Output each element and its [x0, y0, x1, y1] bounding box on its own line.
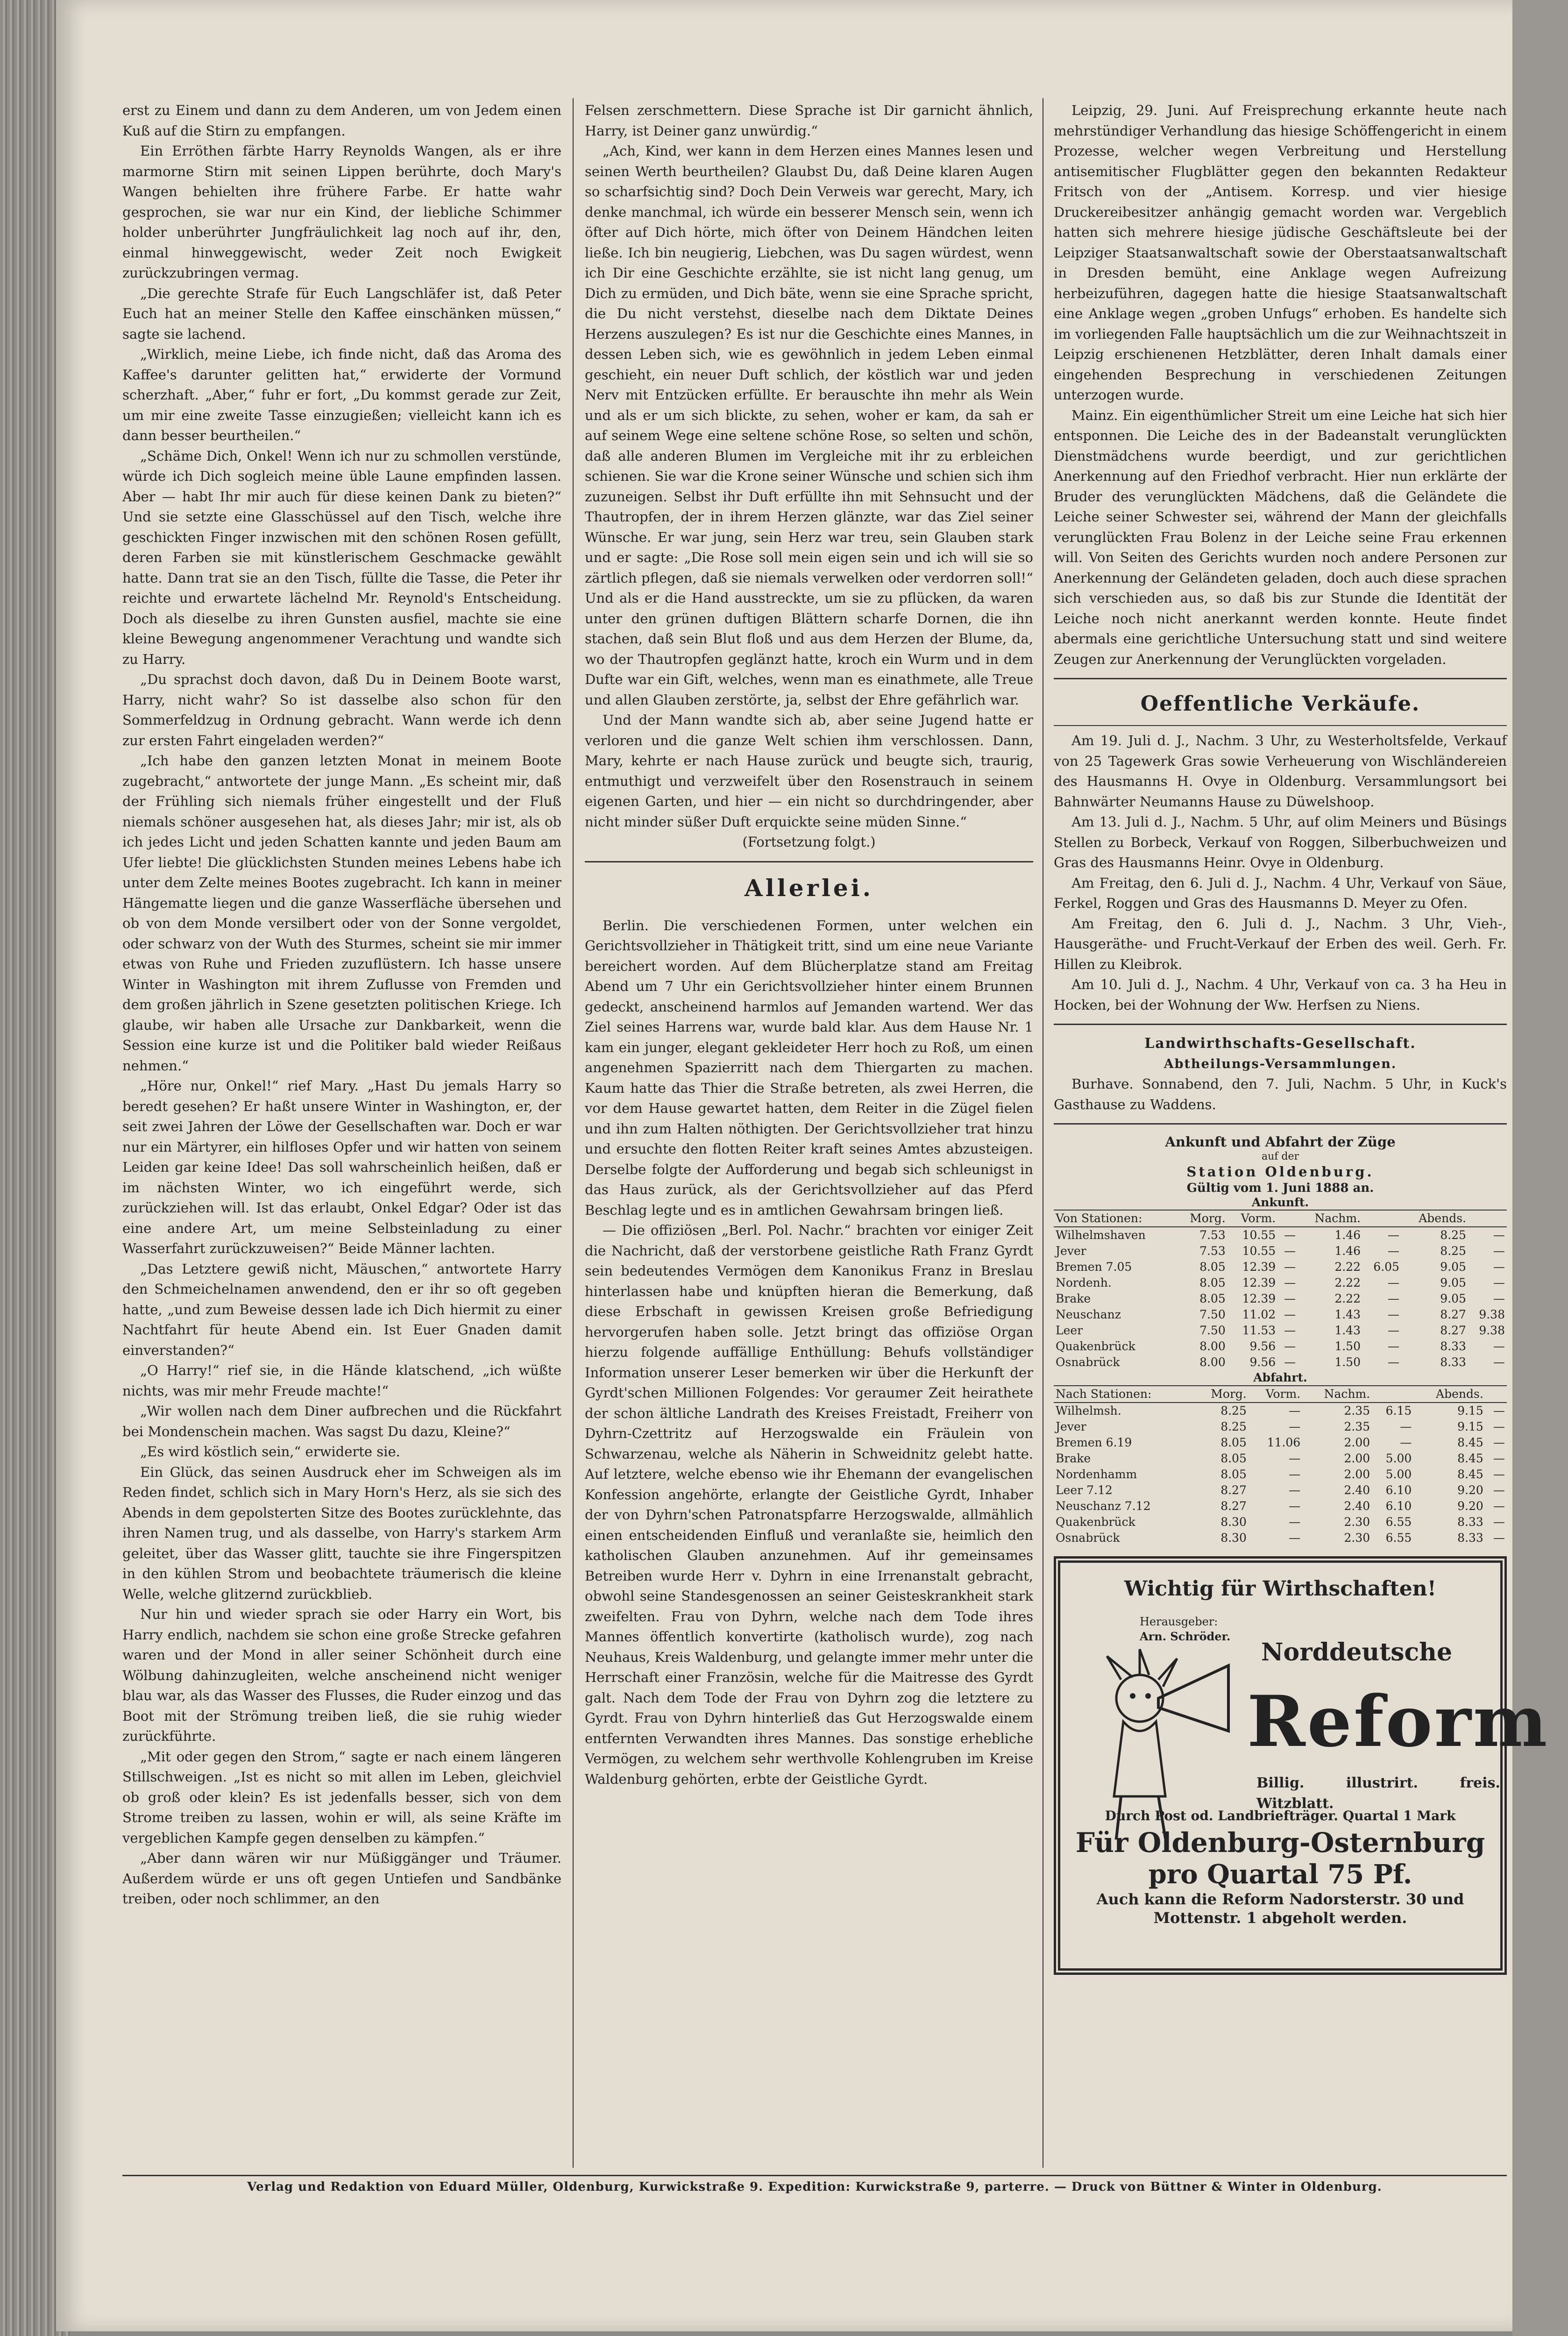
ad-tagline: Billig. illustrirt. freis. Witzblatt. [1256, 1775, 1500, 1812]
timetable-cell: 9.15 [1457, 1404, 1483, 1417]
timetable-cell: — [1493, 1244, 1505, 1258]
publisher-imprint: Verlag und Redaktion von Eduard Müller, Oldenburg, Kurwickstraße 9. Expedition: Kurwickstraße 9, parterre. — Druck von Büttner & Winter in Oldenburg. [122, 2175, 1507, 2194]
timetable-cell: — [1289, 1420, 1301, 1433]
timetable-cell: 8.00 [1199, 1355, 1226, 1369]
timetable-cell: — [1284, 1276, 1296, 1289]
timetable-row [1054, 1514, 1507, 1530]
ad-line: Für Oldenburg-Osternburg [1075, 1826, 1485, 1859]
timetable-cell: 2.35 [1344, 1420, 1370, 1433]
timetable-cell: 11.02 [1242, 1308, 1276, 1321]
timetable-cell: — [1493, 1483, 1505, 1497]
timetable-cell: 2.00 [1344, 1452, 1370, 1465]
ad-editor [1140, 1614, 1230, 1644]
timetable-cell: 9.38 [1479, 1308, 1505, 1321]
story-paragraph: Felsen zerschmettern. Diese Sprache ist Dir garnicht ähnlich, Harry, ist Deiner ganz unwürdig.“ [585, 102, 1033, 139]
timetable-cell: 1.43 [1334, 1324, 1361, 1337]
timetable-cell: Leer [1056, 1324, 1083, 1337]
ad-subscription-info [1060, 1806, 1500, 1927]
timetable-title: Ankunft und Abfahrt der Züge [1165, 1134, 1396, 1150]
section-divider [1054, 1123, 1507, 1125]
timetable-cell: — [1493, 1292, 1505, 1305]
sale-notice: Am 13. Juli d. J., Nachm. 5 Uhr, auf olim Meiners und Büsings Stellen zu Borbeck, Verkauf von Roggen, Silberbuchweizen und Gras des Hausmanns Heinr. Ovye in Oldenburg. [1054, 814, 1507, 870]
timetable-cell: Neuschanz 7.12 [1056, 1499, 1151, 1513]
timetable-cell: 8.30 [1220, 1531, 1247, 1545]
timetable-cell: 6.05 [1373, 1260, 1399, 1274]
scanner-background [1512, 0, 1568, 2336]
timetable-cell: — [1387, 1308, 1399, 1321]
timetable-cell: 1.46 [1334, 1228, 1361, 1242]
section-title-allerlei: Allerlei. [744, 874, 874, 902]
table-header-cell: Vorm. [1249, 1386, 1302, 1403]
story-paragraph: „Ich habe den ganzen letzten Monat in meinem Boote zugebracht,“ antwortete der junge Mann. „Es scheint mir, daß der Frühling sich niemals früher eingestellt und der Fluß niemals schöner ausgesehen hat, als dieses Jahr; mir ist, als ob ich jedes Licht und jeden Schatten kannte und jeden Baum am Ufer liebte! Die glücklichsten Stunden meines Lebens habe ich unter dem Zelte meines Bootes zugebracht. Ich kann in meiner Hängematte liegen und die ganze Wasserfläche übersehen und ob von dem Monde versilbert oder von der Sonne vergoldet, oder schwarz von der Wuth des Sturmes, scheint sie mir immer etwas von Ruhe und Frieden zuzuflüstern. Ich hasse unsere Winter in Washington mit ihrem Zuflusse von Fremden und dem großen jährlich in Szene gesetzten politischen Kriege. Ich glaube, wir haben alle Ursache zur Dankbarkeit, wenn die Session eine kurze ist und die Politiker bald wieder Reißaus nehmen.“ [122, 753, 561, 1074]
timetable-cell: 8.45 [1457, 1436, 1483, 1449]
story-paragraph: „Mit oder gegen den Strom,“ sagte er nach einem längeren Stillschweigen. „Ist es nicht so mit allen im Leben, gleichviel ob groß oder klein? Es ist jedenfalls besser, sich von dem Strome treiben zu lassen, wohin er will, als seine Kräfte im vergeblichen Kampfe gegen denselben zu kämpfen.“ [122, 1748, 561, 1846]
timetable-cell: — [1284, 1228, 1296, 1242]
timetable-cell: 1.43 [1334, 1308, 1361, 1321]
story-paragraph: „Aber dann wären wir nur Müßiggänger und Träumer. Außerdem würde er uns oft gegen Untiefen und Sandbänke treiben, oder noch schlimmer, an den [122, 1850, 561, 1907]
timetable-cell: 5.00 [1385, 1467, 1412, 1481]
story-paragraph: „O Harry!“ rief sie, in die Hände klatschend, „ich wüßte nichts, was mir mehr Freude machte!“ [122, 1362, 561, 1399]
timetable-cell: — [1400, 1436, 1412, 1449]
timetable-cell: — [1284, 1260, 1296, 1274]
timetable-row [1054, 1435, 1507, 1451]
timetable-cell: Jever [1056, 1244, 1086, 1258]
timetable-cell: — [1493, 1276, 1505, 1289]
timetable-cell: Osnabrück [1056, 1355, 1120, 1369]
timetable-row [1054, 1482, 1507, 1498]
timetable-cell: 7.53 [1199, 1244, 1226, 1258]
timetable-cell: 7.50 [1199, 1324, 1226, 1337]
departure-table [1054, 1385, 1507, 1546]
timetable-cell: 6.55 [1385, 1531, 1412, 1545]
timetable-cell: 8.00 [1199, 1339, 1226, 1353]
timetable-cell: — [1493, 1515, 1505, 1529]
timetable-cell: — [1493, 1420, 1505, 1433]
timetable-cell: — [1284, 1355, 1296, 1369]
table-header-row [1054, 1210, 1507, 1227]
timetable-cell: — [1493, 1531, 1505, 1545]
timetable-cell: 9.20 [1457, 1499, 1483, 1513]
timetable-cell: 2.35 [1344, 1404, 1370, 1417]
timetable-cell: — [1284, 1324, 1296, 1337]
timetable-cell: Brake [1056, 1452, 1091, 1465]
ad-line: Durch Post od. Landbriefträger. Quartal 1 Mark [1105, 1808, 1456, 1823]
story-paragraph: Nur hin und wieder sprach sie oder Harry ein Wort, bis Harry endlich, nachdem sie schon eine große Strecke gefahren waren und der Mond in aller seiner Schönheit durch eine Wölbung dahinzugleiten, welche anscheinend nicht weniger blau war, als das Wasser des Flusses, die Ruder einzog und das Boot mit der Strömung treiben ließ, die sie ruhig wieder zurückführte. [122, 1606, 561, 1744]
story-paragraph: „Wirklich, meine Liebe, ich finde nicht, daß das Aroma des Kaffee's darunter gelitten hat,“ erwiderte der Vormund scherzhaft. „Aber,“ fuhr er fort, „Du kommst gerade zur Zeit, um mir eine zweite Tasse einzugießen; vielleicht kann ich es dann besser beurtheilen.“ [122, 346, 561, 443]
timetable-row [1054, 1419, 1507, 1435]
reform-advertisement [1054, 1556, 1549, 1975]
timetable-cell: 6.10 [1385, 1499, 1412, 1513]
timetable-cell: 9.38 [1479, 1324, 1505, 1337]
table-header-cell: Nachm. [1298, 1210, 1362, 1227]
timetable-cell: 9.56 [1249, 1339, 1276, 1353]
column-3 [1054, 100, 1549, 1975]
timetable-cell: 12.39 [1242, 1276, 1276, 1289]
timetable-cell: — [1493, 1467, 1505, 1481]
timetable-cell: 8.25 [1220, 1404, 1247, 1417]
timetable-valid: Gültig vom 1. Juni 1888 an. [1186, 1181, 1374, 1195]
timetable-cell: 8.45 [1457, 1467, 1483, 1481]
timetable-cell: — [1387, 1292, 1399, 1305]
ad-line: Auch kann die Reform Nadorsterstr. 30 und Mottenstr. 1 abgeholt werden. [1096, 1890, 1464, 1927]
timetable-cell: 11.06 [1267, 1436, 1301, 1449]
timetable-cell: 8.25 [1440, 1228, 1466, 1242]
timetable-cell: 9.05 [1440, 1276, 1466, 1289]
timetable-cell: Quakenbrück [1056, 1339, 1135, 1353]
timetable-cell: — [1289, 1404, 1301, 1417]
timetable-cell: 12.39 [1242, 1292, 1276, 1305]
society-title: Landwirthschafts-Gesellschaft. [1144, 1035, 1416, 1052]
timetable-row [1054, 1339, 1507, 1354]
column-2 [585, 100, 1033, 1789]
society-subtitle: Abtheilungs-Versammlungen. [1164, 1056, 1397, 1071]
timetable-row [1054, 1467, 1507, 1482]
society-notice: Burhave. Sonnabend, den 7. Juli, Nachm. 5 Uhr, in Kuck's Gasthause zu Waddens. [1054, 1076, 1507, 1112]
timetable-cell: 8.27 [1440, 1308, 1466, 1321]
ad-title: Wichtig für Wirthschaften! [1124, 1577, 1437, 1601]
section-divider [1054, 1024, 1507, 1025]
timetable-cell: 8.05 [1220, 1467, 1247, 1481]
timetable-cell: 5.00 [1385, 1452, 1412, 1465]
timetable-cell: — [1289, 1515, 1301, 1529]
timetable-cell: 8.45 [1457, 1452, 1483, 1465]
sale-notice: Am 10. Juli d. J., Nachm. 4 Uhr, Verkauf von ca. 3 ha Heu in Hocken, bei der Wohnung der Ww. Herfsen zu Niens. [1054, 976, 1507, 1013]
timetable-cell: 10.55 [1242, 1228, 1276, 1242]
timetable-cell: — [1289, 1483, 1301, 1497]
story-paragraph: „Wir wollen nach dem Diner aufbrechen und die Rückfahrt bei Mondenschein machen. Was sagst Du dazu, Kleine?“ [122, 1403, 561, 1439]
timetable-row [1054, 1307, 1507, 1323]
story-paragraph: „Höre nur, Onkel!“ rief Mary. „Hast Du jemals Harry so beredt gesehen? Er haßt unsere Winter in Washington, er, der seit zwei Jahren der Löwe der Gesellschaften war. Doch er war nur ein Märtyrer, ein hilfloses Opfer und wir hatten von seinem Leiden gar keine Idee! Das soll wahrscheinlich heißen, daß er im nächsten Winter, wo ich eingeführt werde, sich zurückziehen will. Ist das erlaubt, Onkel Edgar? Oder ist das eine andere Art, um meine Selbsteinladung zu einer Wasserfahrt zurückzuweisen?“ Beide Männer lachten. [122, 1078, 561, 1256]
timetable-sub: auf der [1261, 1151, 1299, 1162]
story-paragraph: „Schäme Dich, Onkel! Wenn ich nur zu schmollen verstünde, würde ich Dich sogleich meine üble Laune empfinden lassen. Aber — habt Ihr mir auch für diese keinen Dank zu bieten?“ Und sie setzte eine Glasschüssel auf den Tisch, welche ihre geschickten Finger inzwischen mit den schönen Rosen gefüllt, deren Farben sie mit künstlerischem Geschmacke gewählt hatte. Dann trat sie an den Tisch, füllte die Tasse, die Peter ihr reichte und erwartete lächelnd Mr. Reynold's Entscheidung. Doch als dieselbe zu ihren Gunsten ausfiel, machte sie eine kleine Bewegung angenommener Verachtung und wandte sich zu Harry. [122, 448, 561, 667]
timetable-cell: 9.05 [1440, 1260, 1466, 1274]
train-timetable [1054, 1133, 1507, 1546]
timetable-cell: Neuschanz [1056, 1308, 1121, 1321]
timetable-cell: 2.22 [1334, 1260, 1361, 1274]
sale-notice: Am Freitag, den 6. Juli d. J., Nachm. 3 Uhr, Vieh-, Hausgeräthe- und Frucht-Verkauf der Erben des weil. Gerh. Fr. Hillen zu Kleibrok. [1054, 915, 1507, 972]
timetable-cell: 8.25 [1220, 1420, 1247, 1433]
timetable-cell: — [1493, 1499, 1505, 1513]
timetable-cell: 6.10 [1385, 1483, 1412, 1497]
timetable-row [1054, 1291, 1507, 1307]
timetable-cell: 6.55 [1385, 1515, 1412, 1529]
arrival-rows [1054, 1227, 1507, 1370]
departure-label: Abfahrt. [1253, 1371, 1307, 1384]
timetable-cell: — [1289, 1467, 1301, 1481]
timetable-cell: 8.33 [1440, 1339, 1466, 1353]
timetable-cell: 12.39 [1242, 1260, 1276, 1274]
timetable-cell: 11.53 [1242, 1324, 1276, 1337]
ad-reform-logo: Reform [1247, 1681, 1549, 1763]
timetable-cell: 8.27 [1220, 1499, 1247, 1513]
ad-editor-name: Arn. Schröder. [1140, 1630, 1231, 1643]
ad-line: pro Quartal 75 Pf. [1148, 1859, 1412, 1890]
timetable-cell: 7.50 [1199, 1308, 1226, 1321]
timetable-cell: Nordenhamm [1056, 1467, 1137, 1481]
timetable-cell: 2.40 [1344, 1483, 1370, 1497]
timetable-cell: 9.56 [1249, 1355, 1276, 1369]
section-divider [1054, 678, 1507, 679]
sale-notice: Am 19. Juli d. J., Nachm. 3 Uhr, zu Westerholtsfelde, Verkauf von 25 Tagewerk Gras sowie Verheuerung von Wischländereien des Hausmanns H. Ovye in Oldenburg. Versammlungsort bei Bahnwärter Neumanns Hause zu Düwelshoop. [1054, 733, 1507, 810]
timetable-cell: Bremen 6.19 [1056, 1436, 1132, 1449]
timetable-cell: 2.00 [1344, 1467, 1370, 1481]
story-paragraph: Ein Erröthen färbte Harry Reynolds Wangen, als er ihre marmorne Stirn mit seinen Lippen berührte, doch Mary's Wangen behielten ihre frühere Farbe. Er hatte wahr gesprochen, sie war nur ein Kind, der liebliche Schimmer holder unberührter Jungfräulichkeit lag noch auf ihr, den, einmal hinweggewischt, weder Zeit noch Ewigkeit zurückzubringen vermag. [122, 143, 561, 281]
news-paragraph: — Die offiziösen „Berl. Pol. Nachr.“ brachten vor einiger Zeit die Nachricht, daß der verstorbene geistliche Rath Franz Gyrdt sein bedeutendes Vermögen dem Kanonikus Franz in Breslau hinterlassen habe und knüpften hieran die Bemerkung, daß diese Erbschaft in gewissen Kreisen große Befriedigung hervorgerufen haben solle. Jetzt bringt das offiziöse Organ hierzu folgende auffällige Enthüllung: Behufs vollständiger Information unserer Leser bemerken wir über die Herkunft der Gyrdt'schen Millionen Folgendes: Vor geraumer Zeit heirathete der schon ältliche Landrath des Kreises Freistadt, Freiherr von Dyhrn-Czettritz auf Herzogswalde ein Fräulein von Schwarzenau, welche als Näherin in Schweidnitz gelebt hatte. Auf letztere, welche ebenso wie ihr Ehemann der evangelischen Konfession angehörte, erlangte der Geistliche Gyrdt, Inhaber der von Dyhrn'schen Patronatspfarre Herzogswalde, allmählich einen entscheidenden Einfluß und veranlaßte sie, heimlich den katholischen Glauben anzunehmen. Auf ihr gemeinsames Betreiben wurde Herr v. Dyhrn in eine Irrenanstalt gebracht, obwohl seine Standesgenossen an seiner Geisteskrankheit stark zweifelten. Frau von Dyhrn, welche nach dem Tode ihres Mannes öffentlich konvertirte (katholisch wurde), zog nach Neuhaus, Kreis Waldenburg, und gelangte immer mehr unter die Herrschaft einer Französin, welche für die Maitresse des Gyrdt galt. Nach dem Tode der Frau von Dyhrn zog die letztere zu Gyrdt. Frau von Dyhrn hinterließ das Gut Herzogswalde einem entfernten Verwandten ihres Mannes. Das sonstige erhebliche Vermögen, zu welchem sehr werthvolle Kohlengruben im Kreise Waldenburg gehörten, erbte der Geistliche Gyrdt. [585, 1222, 1033, 1787]
section-divider [585, 861, 1033, 862]
arrival-table [1054, 1210, 1507, 1370]
timetable-cell: 2.00 [1344, 1436, 1370, 1449]
story-paragraph: Und der Mann wandte sich ab, aber seine Jugend hatte er verloren und die ganze Welt schien ihm verschlossen. Dann, Mary, kehrte er nach Hause zurück und beugte sich, traurig, entmuthigt und verzweifelt über den Rosenstrauch in seinem eigenen Garten, und hier — ein nicht so durchdringender, aber nicht minder süßer Duft erquickte seine müden Sinne.“ [585, 712, 1033, 830]
table-header-cell: Nachm. [1302, 1386, 1372, 1403]
timetable-cell: — [1493, 1436, 1505, 1449]
table-header-cell: Morg. [1176, 1210, 1227, 1227]
timetable-cell: Brake [1056, 1292, 1091, 1305]
story-paragraph: „Ach, Kind, wer kann in dem Herzen eines Mannes lesen und seinen Werth beurtheilen? Glaubst Du, daß Deine klaren Augen so scharfsichtig sind? Doch Dein Verweis war gerecht, Mary, ich denke manchmal, ich würde ein besserer Mensch sein, wenn ich öfter auf Dich hörte, mich öfter von Deinem Händchen leiten ließe. Ich bin neugierig, Liebchen, was Du sagen würdest, wenn ich Dir eine Geschichte erzählte, sie ist nicht lang genug, um Dich zu ermüden, und Dich bäte, wenn sie eine Sprache spricht, die Du nicht verstehst, dieselbe nach dem Diktate Deines Herzens auszulegen? Es ist nur die Geschichte eines Mannes, in dessen Leben sich, wie es gewöhnlich in jedem Leben einmal geschieht, ein neuer Duft schlich, der köstlich war und jeden Nerv mit Entzücken erfüllte. Er berauschte ihn mehr als Wein und als er um sich blickte, zu sehen, woher er kam, da sah er auf seinem Wege eine seltene schöne Rose, so selten und schön, daß alle anderen Blumen im Vergleiche mit ihr zu erbleichen schienen. Sie war die Krone seiner Wünsche und schien sich ihm zuzuneigen. Selbst ihr Duft erfüllte ihn mit Sehnsucht und der Thautropfen, der in ihrem Herzen glänzte, war das Ziel seiner Wünsche. Er war jung, sein Herz war treu, sein Glauben stark und er sagte: „Die Rose soll mein eigen sein und ich will sie so zärtlich pflegen, daß sie niemals verwelken oder verdorren soll!“ Und als er die Hand ausstreckte, um sie zu pflücken, da waren unter den grünen duftigen Blättern scharfe Dornen, die ihn stachen, daß sein Blut floß und aus dem Herzen der Blume, da, wo der Thautropfen geglänzt hatte, kroch ein Wurm und in dem Dufte war ein Gift, welches, wenn man es einathmete, alle Treue und allen Glauben zerstörte, ja, selbst der Ehre gefährlich war. [585, 143, 1033, 708]
continued-note: (Fortsetzung folgt.) [742, 834, 876, 850]
timetable-cell: 2.30 [1344, 1515, 1370, 1529]
timetable-row [1054, 1275, 1507, 1291]
timetable-cell: 9.20 [1457, 1483, 1483, 1497]
timetable-cell: Bremen 7.05 [1056, 1260, 1132, 1274]
timetable-cell: — [1284, 1339, 1296, 1353]
news-paragraph: Berlin. Die verschiedenen Formen, unter welchen ein Gerichtsvollzieher in Thätigkeit tritt, sind um eine neue Variante bereichert worden. Auf dem Blücherplatze stand am Freitag Abend um 7 Uhr ein Gerichtsvollzieher hinter einem Brunnen gedeckt, anscheinend harmlos auf Jemanden wartend. Wer das Ziel seines Harrens war, wurde bald klar. Aus dem Hause Nr. 1 kam ein junger, elegant gekleideter Herr hoch zu Roß, um einen angenehmen Spazierritt nach dem Thiergarten zu machen. Kaum hatte das Thier die Straße betreten, als zwei Herren, die vor dem Hause gewartet hatten, dem Reiter in die Zügel fielen und ihn zum Halten nöthigten. Der Gerichtsvollzieher trat hinzu und ersuchte den flotten Reiter kraft seines Amtes abzusteigen. Derselbe folgte der Aufforderung und begab sich schleunigst in das Haus zurück, als der Gerichtsvollzieher auf das Pferd Beschlag legte und es in amtlichen Gewahrsam bringen ließ. [585, 917, 1033, 1218]
timetable-cell: — [1387, 1228, 1399, 1242]
timetable-cell: — [1284, 1292, 1296, 1305]
timetable-cell: — [1387, 1339, 1399, 1353]
timetable-cell: Wilhelmshaven [1056, 1228, 1146, 1242]
timetable-cell: — [1387, 1324, 1399, 1337]
story-paragraph: „Du sprachst doch davon, daß Du in Deinem Boote warst, Harry, nicht wahr? So ist dasselbe also schon für den Sommerfeldzug in Ordnung gebracht. Wann werde ich denn zur ersten Fahrt eingeladen werden?“ [122, 671, 561, 748]
timetable-cell: — [1493, 1452, 1505, 1465]
timetable-cell: — [1284, 1308, 1296, 1321]
timetable-row [1054, 1243, 1507, 1259]
timetable-cell: 9.05 [1440, 1292, 1466, 1305]
timetable-cell: — [1493, 1228, 1505, 1242]
timetable-cell: 9.15 [1457, 1420, 1483, 1433]
timetable-cell: 2.30 [1344, 1531, 1370, 1545]
timetable-cell: — [1493, 1355, 1505, 1369]
news-paragraph: Mainz. Ein eigenthümlicher Streit um eine Leiche hat sich hier entsponnen. Die Leiche des in der Badeanstalt verunglückten Dienstmädchens wurde beerdigt, und zur gerichtlichen Anerkennung auf den Friedhof verbracht. Hier nun erklärte der Bruder des verunglückten Mädchens, daß die Geländete die Leiche seiner Schwester sei, während der Mann der gleichfalls verunglückten Frau Bolenz in der Leiche seine Frau erkennen will. Von Seiten des Gerichts wurden noch andere Personen zur Anerkennung der Geländeten geladen, doch auch diese sprachen sich verschieden aus, so daß bis zur Stunde die Identität der Leiche noch nicht anerkannt werden konnte. Heute findet abermals eine gerichtliche Untersuchung statt und sind weitere Zeugen zur Anerkennung der Verunglückten vorgeladen. [1054, 407, 1507, 667]
column-rule [573, 98, 574, 2168]
timetable-cell: Leer 7.12 [1056, 1483, 1113, 1497]
timetable-cell: 8.27 [1220, 1483, 1247, 1497]
timetable-cell: — [1387, 1244, 1399, 1258]
timetable-cell: 8.05 [1199, 1276, 1226, 1289]
timetable-cell: Quakenbrück [1056, 1515, 1135, 1529]
table-header-cell: Abends. [1401, 1210, 1468, 1227]
timetable-cell: Osnabrück [1056, 1531, 1120, 1545]
table-header-cell: Vorm. [1227, 1210, 1277, 1227]
timetable-cell: 8.05 [1199, 1260, 1226, 1274]
timetable-cell: 8.33 [1457, 1515, 1483, 1529]
table-header-cell: Von Stationen: [1054, 1210, 1176, 1227]
table-header-cell: Abends. [1413, 1386, 1485, 1403]
timetable-cell: — [1289, 1499, 1301, 1513]
timetable-cell: — [1284, 1244, 1296, 1258]
story-paragraph: erst zu Einem und dann zu dem Anderen, um von Jedem einen Kuß auf die Stirn zu empfangen. [122, 102, 561, 139]
timetable-row [1054, 1259, 1507, 1275]
timetable-cell: 8.33 [1440, 1355, 1466, 1369]
story-paragraph: „Die gerechte Strafe für Euch Langschläfer ist, daß Peter Euch hat an meiner Stelle den Kaffee einschänken müssen,“ sagte sie lachend. [122, 285, 561, 342]
timetable-cell: 8.25 [1440, 1244, 1466, 1258]
timetable-row [1054, 1354, 1507, 1370]
timetable-cell: 8.30 [1220, 1515, 1247, 1529]
table-header-row [1054, 1386, 1507, 1403]
arrival-label: Ankunft. [1251, 1196, 1309, 1209]
timetable-row [1054, 1451, 1507, 1467]
news-paragraph: Leipzig, 29. Juni. Auf Freisprechung erkannte heute nach mehrstündiger Verhandlung das hiesige Schöffengericht in einem Prozesse, welcher wegen Verbreitung und Herstellung antisemitischer Flugblätter gegen den bekannten Redakteur Fritsch von der „Antisem. Korresp. und vier hiesige Druckereibesitzer anhängig gemacht worden war. Vergeblich hatten sich mehrere hiesige jüdische Geschäftsleute bei der Leipziger Staatsanwaltschaft sowie der Oberstaatsanwaltschaft in Dresden bemüht, eine Anklage wegen Aufreizung herbeizuführen, dagegen hatte die hiesige Staatsanwaltschaft eine Anklage wegen „groben Unfugs“ erhoben. Es handelte sich im vorliegenden Falle hauptsächlich um die zur Weihnachtszeit in Leipzig erschienenen Hetzblätter, deren Inhalt damals einer eingehenden Besprechung in verschiedenen Zeitungen unterzogen wurde. [1054, 102, 1507, 403]
table-header-cell: Morg. [1193, 1386, 1249, 1403]
ad-editor-label: Herausgeber: [1140, 1615, 1218, 1628]
sale-notice: Am Freitag, den 6. Juli d. J., Nachm. 4 Uhr, Verkauf von Säue, Ferkel, Roggen und Gras des Hausmanns D. Meyer zu Ofen. [1054, 875, 1507, 911]
timetable-cell: Nordenh. [1056, 1276, 1112, 1289]
timetable-cell: 7.53 [1199, 1228, 1226, 1242]
timetable-cell: 8.05 [1220, 1452, 1247, 1465]
timetable-cell: — [1493, 1339, 1505, 1353]
story-paragraph: „Es wird köstlich sein,“ erwiderte sie. [140, 1444, 400, 1460]
timetable-cell: 10.55 [1242, 1244, 1276, 1258]
timetable-cell: — [1387, 1276, 1399, 1289]
timetable-cell: 1.50 [1334, 1339, 1361, 1353]
table-header-cell: Nach Stationen: [1054, 1386, 1193, 1403]
timetable-row [1054, 1403, 1507, 1419]
timetable-cell: Jever [1056, 1420, 1086, 1433]
timetable-row [1054, 1227, 1507, 1243]
column-1-story [122, 100, 561, 1909]
section-divider [1054, 725, 1507, 726]
timetable-cell: 8.33 [1457, 1531, 1483, 1545]
timetable-cell: — [1493, 1404, 1505, 1417]
timetable-cell: 1.50 [1334, 1355, 1361, 1369]
timetable-cell: 6.15 [1385, 1404, 1412, 1417]
story-paragraph: Ein Glück, das seinen Ausdruck eher im Schweigen als im Reden findet, schlich sich in Mary Horn's Herz, als sie sich des Abends in dem gepolsterten Sitze des Bootes zurücklehnte, das ihren Namen trug, und als dasselbe, von Harry's starkem Arm geleitet, über das Wasser glitt, tauchte sie ihre Fingerspitzen in den kühlen Strom und beobachtete träumerisch die kleine Welle, welche glitzernd zurückblieb. [122, 1464, 561, 1602]
timetable-row [1054, 1530, 1507, 1546]
timetable-row [1054, 1498, 1507, 1514]
timetable-cell: — [1387, 1355, 1399, 1369]
timetable-cell: 8.27 [1440, 1324, 1466, 1337]
timetable-cell: — [1493, 1260, 1505, 1274]
timetable-cell: 2.40 [1344, 1499, 1370, 1513]
timetable-cell: 1.46 [1334, 1244, 1361, 1258]
timetable-cell: Wilhelmsh. [1056, 1404, 1121, 1417]
departure-rows [1054, 1403, 1507, 1546]
timetable-cell: — [1289, 1452, 1301, 1465]
ad-norddeutsche: Norddeutsche [1261, 1638, 1453, 1667]
timetable-cell: — [1289, 1531, 1301, 1545]
timetable-cell: 8.05 [1220, 1436, 1247, 1449]
sales-title: Oeffentliche Verkäufe. [1140, 692, 1420, 716]
timetable-station: Station Oldenburg. [1186, 1164, 1374, 1180]
timetable-cell: — [1400, 1420, 1412, 1433]
timetable-cell: 2.22 [1334, 1292, 1361, 1305]
timetable-cell: 2.22 [1334, 1276, 1361, 1289]
timetable-row [1054, 1323, 1507, 1339]
timetable-cell: 8.05 [1199, 1292, 1226, 1305]
story-paragraph: „Das Letztere gewiß nicht, Mäuschen,“ antwortete Harry den Schmeichelnamen anwendend, den er ihr so oft gegeben hatte, „und zum Beweise dessen lade ich Dich hiermit zu einer Nachtfahrt für heute Abend ein. Ist Euer Gnaden damit einverstanden?“ [122, 1261, 561, 1358]
